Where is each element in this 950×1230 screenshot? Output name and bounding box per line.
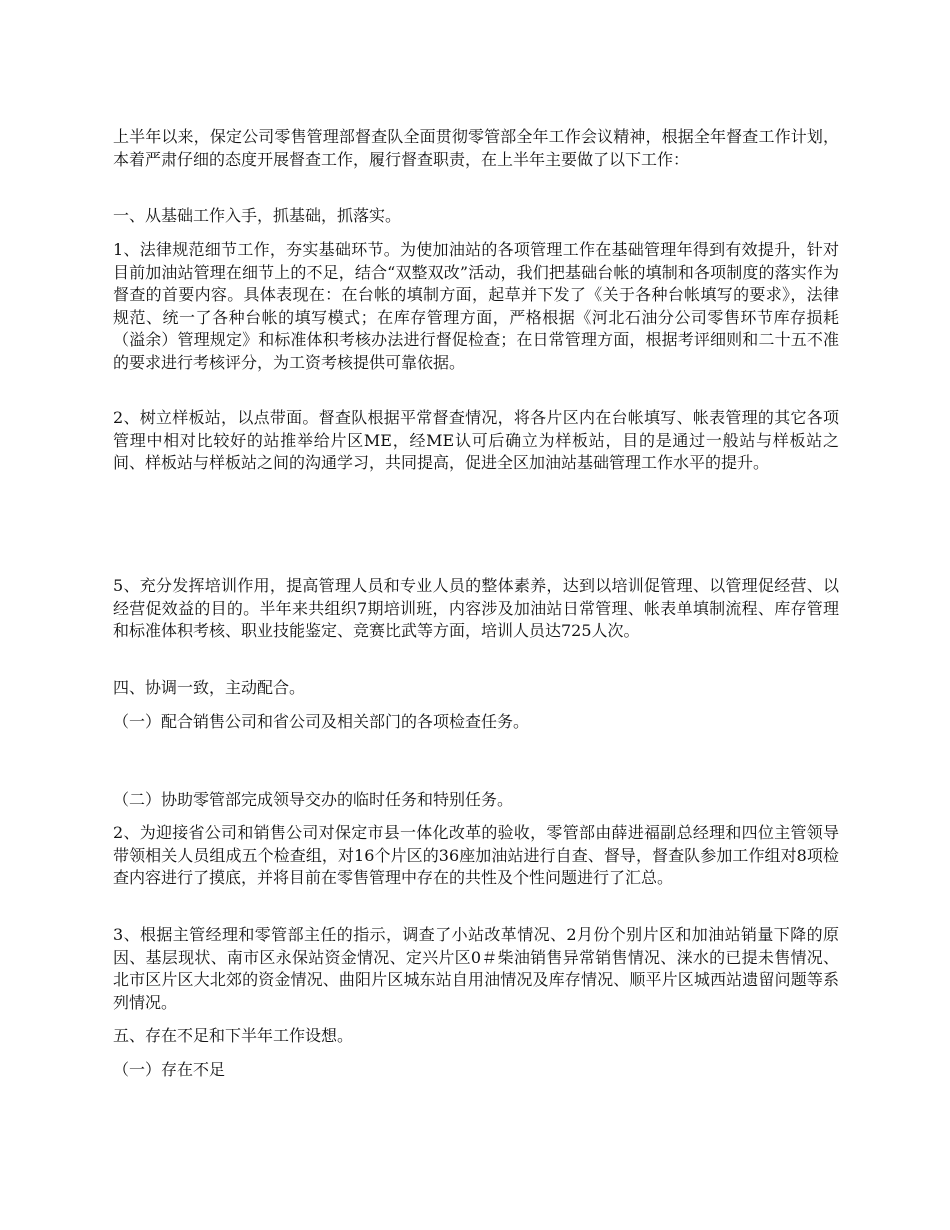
paragraph-item-5: 5、充分发挥培训作用，提高管理人员和专业人员的整体素养，达到以培训促管理、以管理促经营、以经营促效益的目的。半年来共组织7期培训班，内容涉及加油站日常管理、帐表单填制流程、库存管理和标准体积考核、职业技能鉴定、竞赛比武等方面，培训人员达725人次。 — [113, 576, 839, 640]
subheading-4-2: （二）协助零管部完成领导交办的临时任务和特别任务。 — [113, 790, 514, 809]
heading-section-1: 一、从基础工作入手，抓基础，抓落实。 — [113, 206, 402, 225]
subheading-4-1: （一）配合销售公司和省公司及相关部门的各项检查任务。 — [113, 712, 530, 731]
heading-section-5: 五、存在不足和下半年工作设想。 — [113, 1026, 354, 1045]
paragraph-item-1: 1、法律规范细节工作，夯实基础环节。为使加油站的各项管理工作在基础管理年得到有效提升，针对目前加油站管理在细节上的不足，结合“双整双改”活动，我们把基础台帐的填制和各项制度的落实作为督查的首要内容。具体表现在：在台帐的填制方面，起草并下发了《关于各种台帐填写的要求》，法律规范、统一了各种台帐的填写模式；在库存管理方面，严格根据《河北石油分公司零售环节库存损耗（溢余）管理规定》和标准体积考核办法进行督促检查；在日常管理方面，根据考评细则和二十五不准的要求进行考核评分，为工资考核提供可靠依据。 — [113, 240, 839, 372]
paragraph-item-3: 3、根据主管经理和零管部主任的指示，调查了小站改革情况、2月份个别片区和加油站销量下降的原因、基层现状、南市区永保站资金情况、定兴片区0＃柴油销售异常销售情况、涞水的已提未售情况、北市区片区大北郊的资金情况、曲阳片区城东站自用油情况及库存情况、顺平片区城西站遗留问题等系列情况。 — [113, 925, 839, 1012]
paragraph-item-2: 2、树立样板站，以点带面。督查队根据平常督查情况，将各片区内在台帐填写、帐表管理的其它各项管理中相对比较好的站推举给片区ME，经ME认可后确立为样板站，目的是通过一般站与样板站之间、样板站与样板站之间的沟通学习，共同提高，促进全区加油站基础管理工作水平的提升。 — [113, 408, 839, 472]
heading-section-4: 四、协调一致，主动配合。 — [113, 678, 306, 697]
subheading-5-1: （一）存在不足 — [113, 1060, 226, 1079]
paragraph-intro: 上半年以来，保定公司零售管理部督查队全面贯彻零管部全年工作会议精神，根据全年督查工作计划，本着严肃仔细的态度开展督查工作，履行督查职责，在上半年主要做了以下工作： — [113, 127, 839, 169]
paragraph-item-2b: 2、为迎接省公司和销售公司对保定市县一体化改革的验收，零管部由薛进福副总经理和四位主管领导带领相关人员组成五个检查组，对16个片区的36座加油站进行自查、督导，督查队参加工作组对8项检查内容进行了摸底，并将目前在零售管理中存在的共性及个性问题进行了汇总。 — [113, 823, 839, 887]
